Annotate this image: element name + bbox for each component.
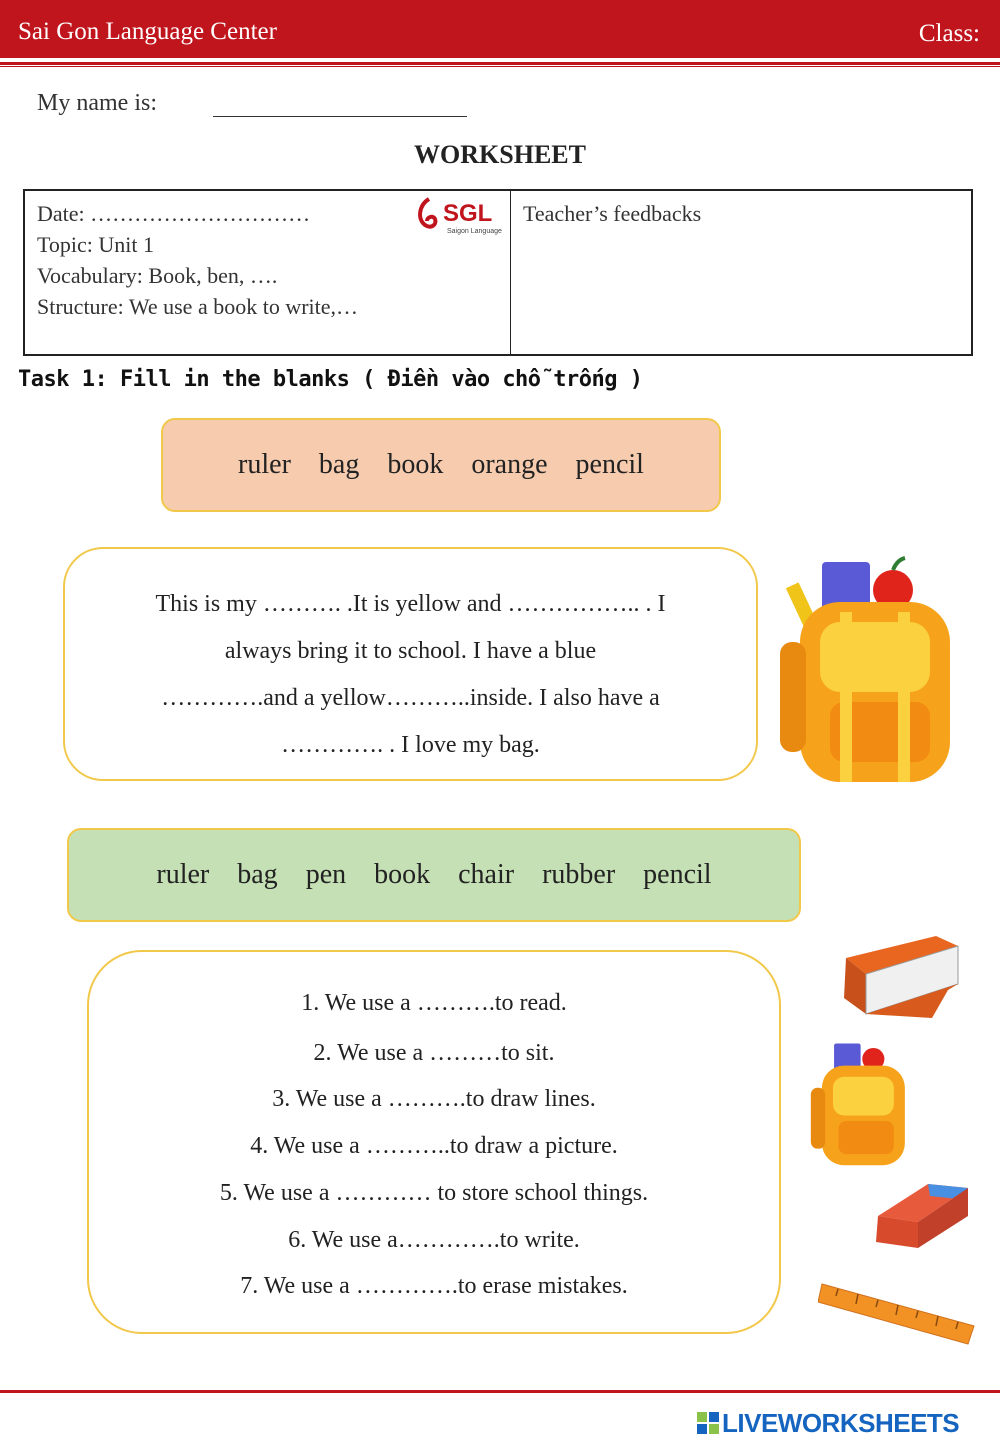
word-bank-item: bag — [237, 859, 278, 890]
word-bank-item: pencil — [575, 449, 644, 480]
name-input-line[interactable] — [213, 116, 467, 117]
info-vocabulary: Vocabulary: Book, ben, …. — [37, 263, 278, 288]
header-divider — [0, 62, 1000, 65]
word-bank-item: book — [387, 449, 444, 480]
word-bank-item: book — [374, 859, 431, 890]
sentence-item: 7. We use a ………….to erase mistakes. — [240, 1273, 628, 1299]
eraser-icon — [868, 1166, 972, 1258]
backpack-icon — [780, 552, 965, 787]
word-bank-item: pen — [305, 859, 347, 890]
info-topic: Topic: Unit 1 — [37, 232, 155, 257]
word-bank-item: orange — [471, 449, 548, 480]
sentence-item: 3. We use a ……….to draw lines. — [272, 1086, 596, 1112]
sentence-item: 6. We use a………….to write. — [288, 1227, 580, 1253]
footer-divider — [0, 1390, 1000, 1393]
paragraph-line: …………. . I love my bag. — [281, 732, 540, 758]
small-backpack-icon — [810, 1038, 914, 1168]
paragraph-box — [63, 547, 758, 781]
worksheet-title: WORKSHEET — [414, 140, 586, 169]
sentences-box — [87, 950, 781, 1334]
word-bank-item: bag — [318, 449, 360, 480]
paragraph-line: This is my ………. .It is yellow and …………….. . I — [155, 591, 666, 617]
info-table — [23, 189, 973, 356]
word-bank-1 — [161, 418, 721, 512]
svg-text:SGL: SGL — [443, 200, 493, 227]
header-bar — [0, 0, 1000, 58]
info-structure: Structure: We use a book to write,… — [37, 294, 359, 319]
word-bank-2 — [67, 828, 801, 922]
info-left-cell — [37, 198, 417, 322]
word-bank-item: rubber — [542, 859, 616, 890]
ruler-icon — [818, 1270, 978, 1350]
word-bank-item: ruler — [238, 449, 291, 480]
info-date: Date: ………………………… — [37, 201, 311, 226]
liveworksheets-grid-icon — [697, 1412, 719, 1434]
liveworksheets-text: LIVEWORKSHEETS — [722, 1408, 960, 1438]
svg-text:Saigon Language: Saigon Language — [447, 228, 502, 235]
word-bank-item: chair — [458, 859, 515, 890]
header-divider-thin — [0, 66, 1000, 67]
sgl-logo-icon — [415, 195, 511, 239]
task1-title: Task 1: Fill in the blanks ( Điền vào chỗ trống ) — [18, 367, 643, 392]
teacher-feedback-label: Teacher’s feedbacks — [523, 201, 702, 226]
sentence-item: 2. We use a ………to sit. — [313, 1040, 555, 1066]
word-bank-item: ruler — [156, 859, 210, 890]
class-label: Class: — [918, 20, 980, 47]
sentence-item: 5. We use a ………… to store school things. — [219, 1180, 649, 1206]
word-bank-item: pencil — [643, 859, 712, 890]
book-icon — [836, 928, 962, 1026]
paragraph-line: ………….and a yellow………..inside. I also have a — [161, 685, 660, 711]
paragraph-line: always bring it to school. I have a blue — [224, 638, 597, 664]
name-label: My name is: — [37, 90, 157, 116]
sentence-item: 1. We use a ……….to read. — [301, 990, 567, 1016]
center-name: Sai Gon Language Center — [18, 18, 277, 45]
sentence-item: 4. We use a ………..to draw a picture. — [250, 1133, 618, 1159]
